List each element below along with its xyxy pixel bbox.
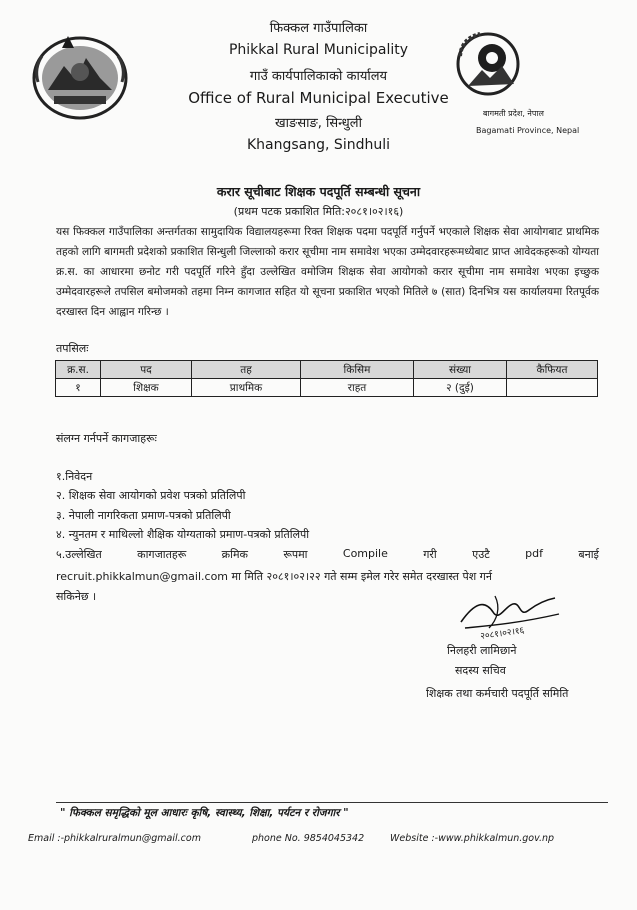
signatory-name: निलहरी लामिछाने: [447, 644, 517, 657]
footer-divider: [56, 802, 608, 803]
list-item-5-line-2: recruit.phikkalmun@gmail.com मा मिति २०८१।०२।२२ गते सम्म इमेल गरेर समेत दरखास्त पेश गर्न: [56, 570, 492, 583]
footer-email: Email :-phikkalruralmun@gmail.com: [28, 833, 201, 844]
word: एउटै: [472, 548, 490, 561]
cell-post: शिक्षक: [101, 379, 192, 397]
province-np: बागमती प्रदेश, नेपाल: [483, 109, 544, 118]
handwritten-date: २०८१।०२।१६: [479, 625, 525, 643]
cell-count: २ (दुई): [414, 379, 507, 397]
col-count: संख्या: [414, 361, 507, 379]
word: गरी: [423, 548, 437, 561]
documents-heading: संलग्न गर्नपर्ने कागजाहरूः: [56, 432, 157, 445]
list-item-5-line-3: सकिनेछ ।: [56, 590, 97, 603]
office-name-np: गाउँ कार्यपालिकाको कार्यालय: [249, 69, 388, 84]
col-remarks: कैफियत: [507, 361, 598, 379]
word: ५.उल्लेखित: [56, 548, 102, 561]
list-item: १.निवेदन: [56, 470, 93, 483]
notice-subtitle: (प्रथम पटक प्रकाशित मिति:२०८१।०२।१६): [233, 205, 404, 218]
list-item-5-line-1: [56, 547, 599, 562]
cell-level: प्राथमिक: [192, 379, 301, 397]
place-en: Khangsang, Sindhuli: [247, 137, 390, 153]
signatory-role: सदस्य सचिव: [455, 664, 506, 677]
cell-serial: १: [56, 379, 101, 397]
cell-remarks: [507, 379, 598, 397]
footer-motto: " फिक्कल समृद्धिको मूल आधारः कृषि, स्वास्थ्य, शिक्षा, पर्यटन र रोजगार ": [60, 807, 349, 819]
province-en: Bagamati Province, Nepal: [476, 126, 580, 135]
committee-name: शिक्षक तथा कर्मचारी पदपूर्ति समिति: [426, 687, 569, 700]
footer-website: Website :-www.phikkalmun.gov.np: [390, 833, 555, 844]
office-name-en: Office of Rural Municipal Executive: [188, 89, 449, 107]
list-item: ४. न्युनतम र माथिल्लो शैक्षिक योग्यताको प्रमाण-पत्रको प्रतिलिपी: [56, 528, 310, 541]
col-post: पद: [101, 361, 192, 379]
table-row: [56, 379, 598, 397]
list-item: २. शिक्षक सेवा आयोगको प्रवेश पत्रको प्रतिलिपी: [56, 489, 246, 502]
municipality-name-np: फिक्कल गाउँपालिका: [269, 21, 368, 36]
word: क्रमिक: [221, 548, 248, 561]
cell-type: राहत: [301, 379, 414, 397]
word: Compile: [342, 547, 388, 560]
col-serial: क्र.स.: [56, 361, 101, 379]
place-np: खाङसाङ, सिन्धुली: [275, 116, 362, 131]
notice-body: यस फिक्कल गाउँपालिका अन्तर्गतका सामुदायिक विद्यालयहरूमा रिक्त शिक्षक पदमा पदपूर्ति गर्नुपर्ने भएकाले शिक्षक सेवा आयोगबाट प्राथमिक तहको लागि बागमती प्रदेशको प्रकाशित सिन्धुली जिल्लाको करार सूचीमा नाम समावेश भएका उम्मेदवारहरूमध्येबाट प्राप्त आवेदकहरूको योग्यता क्र.स. का आधारमा छनोट गरी पदपूर्ति गरिने हुँदा उल्लेखित वमोजिम शिक्षक सेवा आयोगको करार सूचीमा नाम समावेश भएका इच्छुक उम्मेदवारहरूले तपसिल बमोजमको तहमा निम्न कागजात सहित यो सूचना प्रकाशित भएको मितिले ७ (सात) दिनभित्र यस कार्यालयमा रितपूर्वक दरखास्त दिन आह्वान गरिन्छ ।: [56, 226, 599, 318]
table-header-row: [56, 361, 598, 379]
notice-title: करार सूचीबाट शिक्षक पदपूर्ति सम्बन्धी सूचना: [216, 184, 421, 199]
col-level: तह: [192, 361, 301, 379]
footer-phone: phone No. 9854045342: [252, 833, 365, 844]
word: pdf: [525, 547, 543, 560]
word: कागजातहरू: [137, 548, 187, 561]
word: बनाई: [578, 548, 599, 561]
word: रूपमा: [283, 548, 308, 561]
list-item: ३. नेपाली नागरिकता प्रमाण-पत्रको प्रतिलिपी: [56, 509, 231, 522]
vacancy-table: [55, 360, 598, 397]
tapasil-label: तपसिलः: [56, 342, 89, 355]
col-type: किसिम: [301, 361, 414, 379]
municipality-name-en: Phikkal Rural Municipality: [228, 42, 409, 58]
